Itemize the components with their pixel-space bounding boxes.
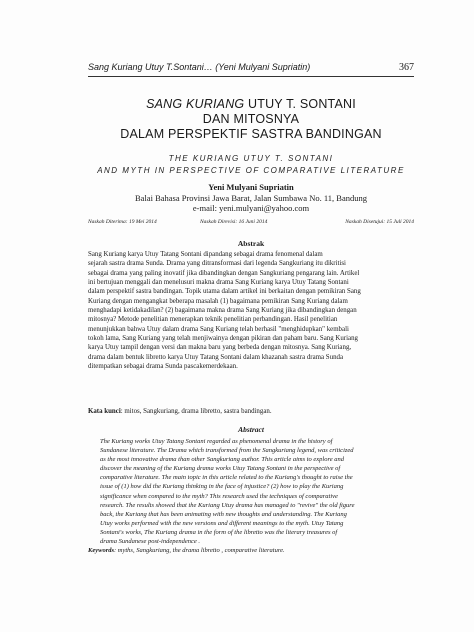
abstrak-line: mitosnya? Metode penelitian menerapkan teknik penelitian perbandingan. Hasil penelitian <box>88 316 338 324</box>
keywords <box>88 547 414 554</box>
page-number: 367 <box>399 62 414 73</box>
abstract-line: back, the Kuriang that has been animating with new thoughts and understanding. The Kuriang <box>100 510 347 518</box>
kata-kunci-label: Kata kunci <box>88 408 121 415</box>
author-name: Yeni Mulyani Supriatin <box>208 182 294 192</box>
author-affiliation: Balai Bahasa Provinsi Jawa Barat, Jalan Sumbawa No. 11, Bandung <box>135 192 367 203</box>
kata-kunci <box>88 408 414 415</box>
author-block <box>88 182 414 214</box>
abstract-line: Utuy works performed with the new versions and different meanings to the myth. Utuy Tatang <box>100 519 344 527</box>
abstrak-heading: Abstrak <box>237 239 265 248</box>
author-email: e-mail: yeni.mulyani@yahoo.com <box>192 203 310 213</box>
english-title <box>88 153 414 177</box>
title-line-2: DAN MITOSNYA <box>202 112 300 126</box>
title-line-3: DALAM PERSPEKTIF SASTRA BANDINGAN <box>120 127 382 141</box>
abstrak-line: sebagai drama yang paling inovatif jika dibandingkan dengan Sangkuriang pengarang lain. Artikel <box>88 269 360 277</box>
date-accepted: Naskah Disetujui: 15 Juli 2014 <box>345 219 414 225</box>
abstrak-line: sejarah sastra drama Sunda. Drama yang ditransformasi dari legenda Sangkuriang itu dikritisi <box>88 260 346 268</box>
title-rest-part: UTUY T. SONTANI <box>244 97 356 111</box>
english-title-line-2: AND MYTH IN PERSPECTIVE OF COMPARATIVE LITERATURE <box>97 166 405 175</box>
abstract-line: Sontani's works, The Kuriang drama in the form of the libretto was the literary treasures of <box>100 528 338 536</box>
abstrak-line: dalam perspektif sastra bandingan. Topik utama dalam artikel ini berkaitan dengan pemikiran Sang <box>88 288 361 296</box>
header-rule <box>88 76 414 77</box>
abstract-line: The Kuriang works Utuy Tatang Sontani regarded as phenomenal drama in the history of <box>100 438 333 445</box>
abstrak-line: karya Utuy tampil dengan versi dan makna baru yang berbeda dengan mitosnya. Sang Kuriang, <box>88 344 352 352</box>
abstract-line: drama Sundanese post-independence . <box>100 538 201 546</box>
date-received: Naskah Diterima: 19 Mei 2014 <box>88 219 157 225</box>
abstrak-line: ditempatkan sebagai drama Sunda pascakemerdekaan. <box>88 363 238 371</box>
abstrak-line: menghadapi ketidakadilan? (2) bagaimana makna drama Sang Kuriang jika dibandingkan dengan <box>88 307 357 315</box>
date-revised: Naskah Direvisi: 16 Juni 2014 <box>200 219 268 225</box>
abstrak-line: menunjukkan bahwa Utuy dalam drama Sang Kuriang telah berhasil "menghidupkan" kembali <box>88 325 349 333</box>
abstract-line: Sundanese literature. The Drama which transformed from the Sangkuriang legend, was criticized <box>100 447 354 455</box>
abstract-line: significance when compared to the myth? This research used the techniques of comparative <box>100 492 338 500</box>
abstract-line: comparative literature. The main topic in this article related to the Kuriang's thought to raise the <box>100 474 353 482</box>
abstrak-line: tokoh lama, Sang Kuriang yang telah menjiwainya dengan pikiran dan paham baru. Sang Kuriang <box>88 335 358 343</box>
article-title <box>88 97 414 142</box>
abstrak-line: Sang Kuriang karya Utuy Tatang Sontani dipandang sebagai drama fenomenal dalam <box>88 251 323 258</box>
english-title-line-1: THE KURIANG UTUY T. SONTANI <box>168 154 334 163</box>
manuscript-dates <box>88 219 414 227</box>
kata-kunci-text: : mitos, Sangkuriang, drama libretto, sastra bandingan. <box>120 408 272 415</box>
abstract-line: as the most innovative drama than other Sangkuriang author. This article aims to explore and <box>100 456 345 464</box>
title-italic-part: SANG KURIANG <box>146 97 245 111</box>
abstract-heading: Abstract <box>238 425 264 434</box>
keywords-label: Keywords <box>88 547 114 554</box>
abstract-line: discover the meaning of the Kuriang drama works Utuy Tatang Sontani in the perspective of <box>100 465 341 473</box>
abstract-line: research. The results showed that the Kuriang Utuy drama has managed to "revive" the old figure <box>100 501 355 509</box>
abstrak-line: drama dalam bentuk libretto karya Utuy Tatang Sontani dalam khazanah sastra drama Sunda <box>88 353 344 361</box>
running-head <box>88 62 414 76</box>
keywords-text: : myths, Sangkuriang, the drama libretto , comparative literature. <box>114 547 285 554</box>
abstract-body <box>100 437 412 546</box>
abstract-line: issue of (1) how did the Kuriang thinking in the face of injustice? (2) how to play the Kuriang <box>100 483 344 491</box>
abstrak-body <box>88 250 414 371</box>
running-head-title: Sang Kuriang Utuy T.Sontani… (Yeni Mulyani Supriatin) <box>88 62 311 72</box>
abstrak-line: ini bertujuan menggali dan menelusuri makna drama Sang Kuriang karya Utuy Tatang Sontani <box>88 279 349 287</box>
title-line-1 <box>88 97 414 112</box>
abstrak-line: Kuriang dengan mengangkat beberapa masalah (1) bagaimana pemikiran Sang Kuriang dalam <box>88 297 348 305</box>
